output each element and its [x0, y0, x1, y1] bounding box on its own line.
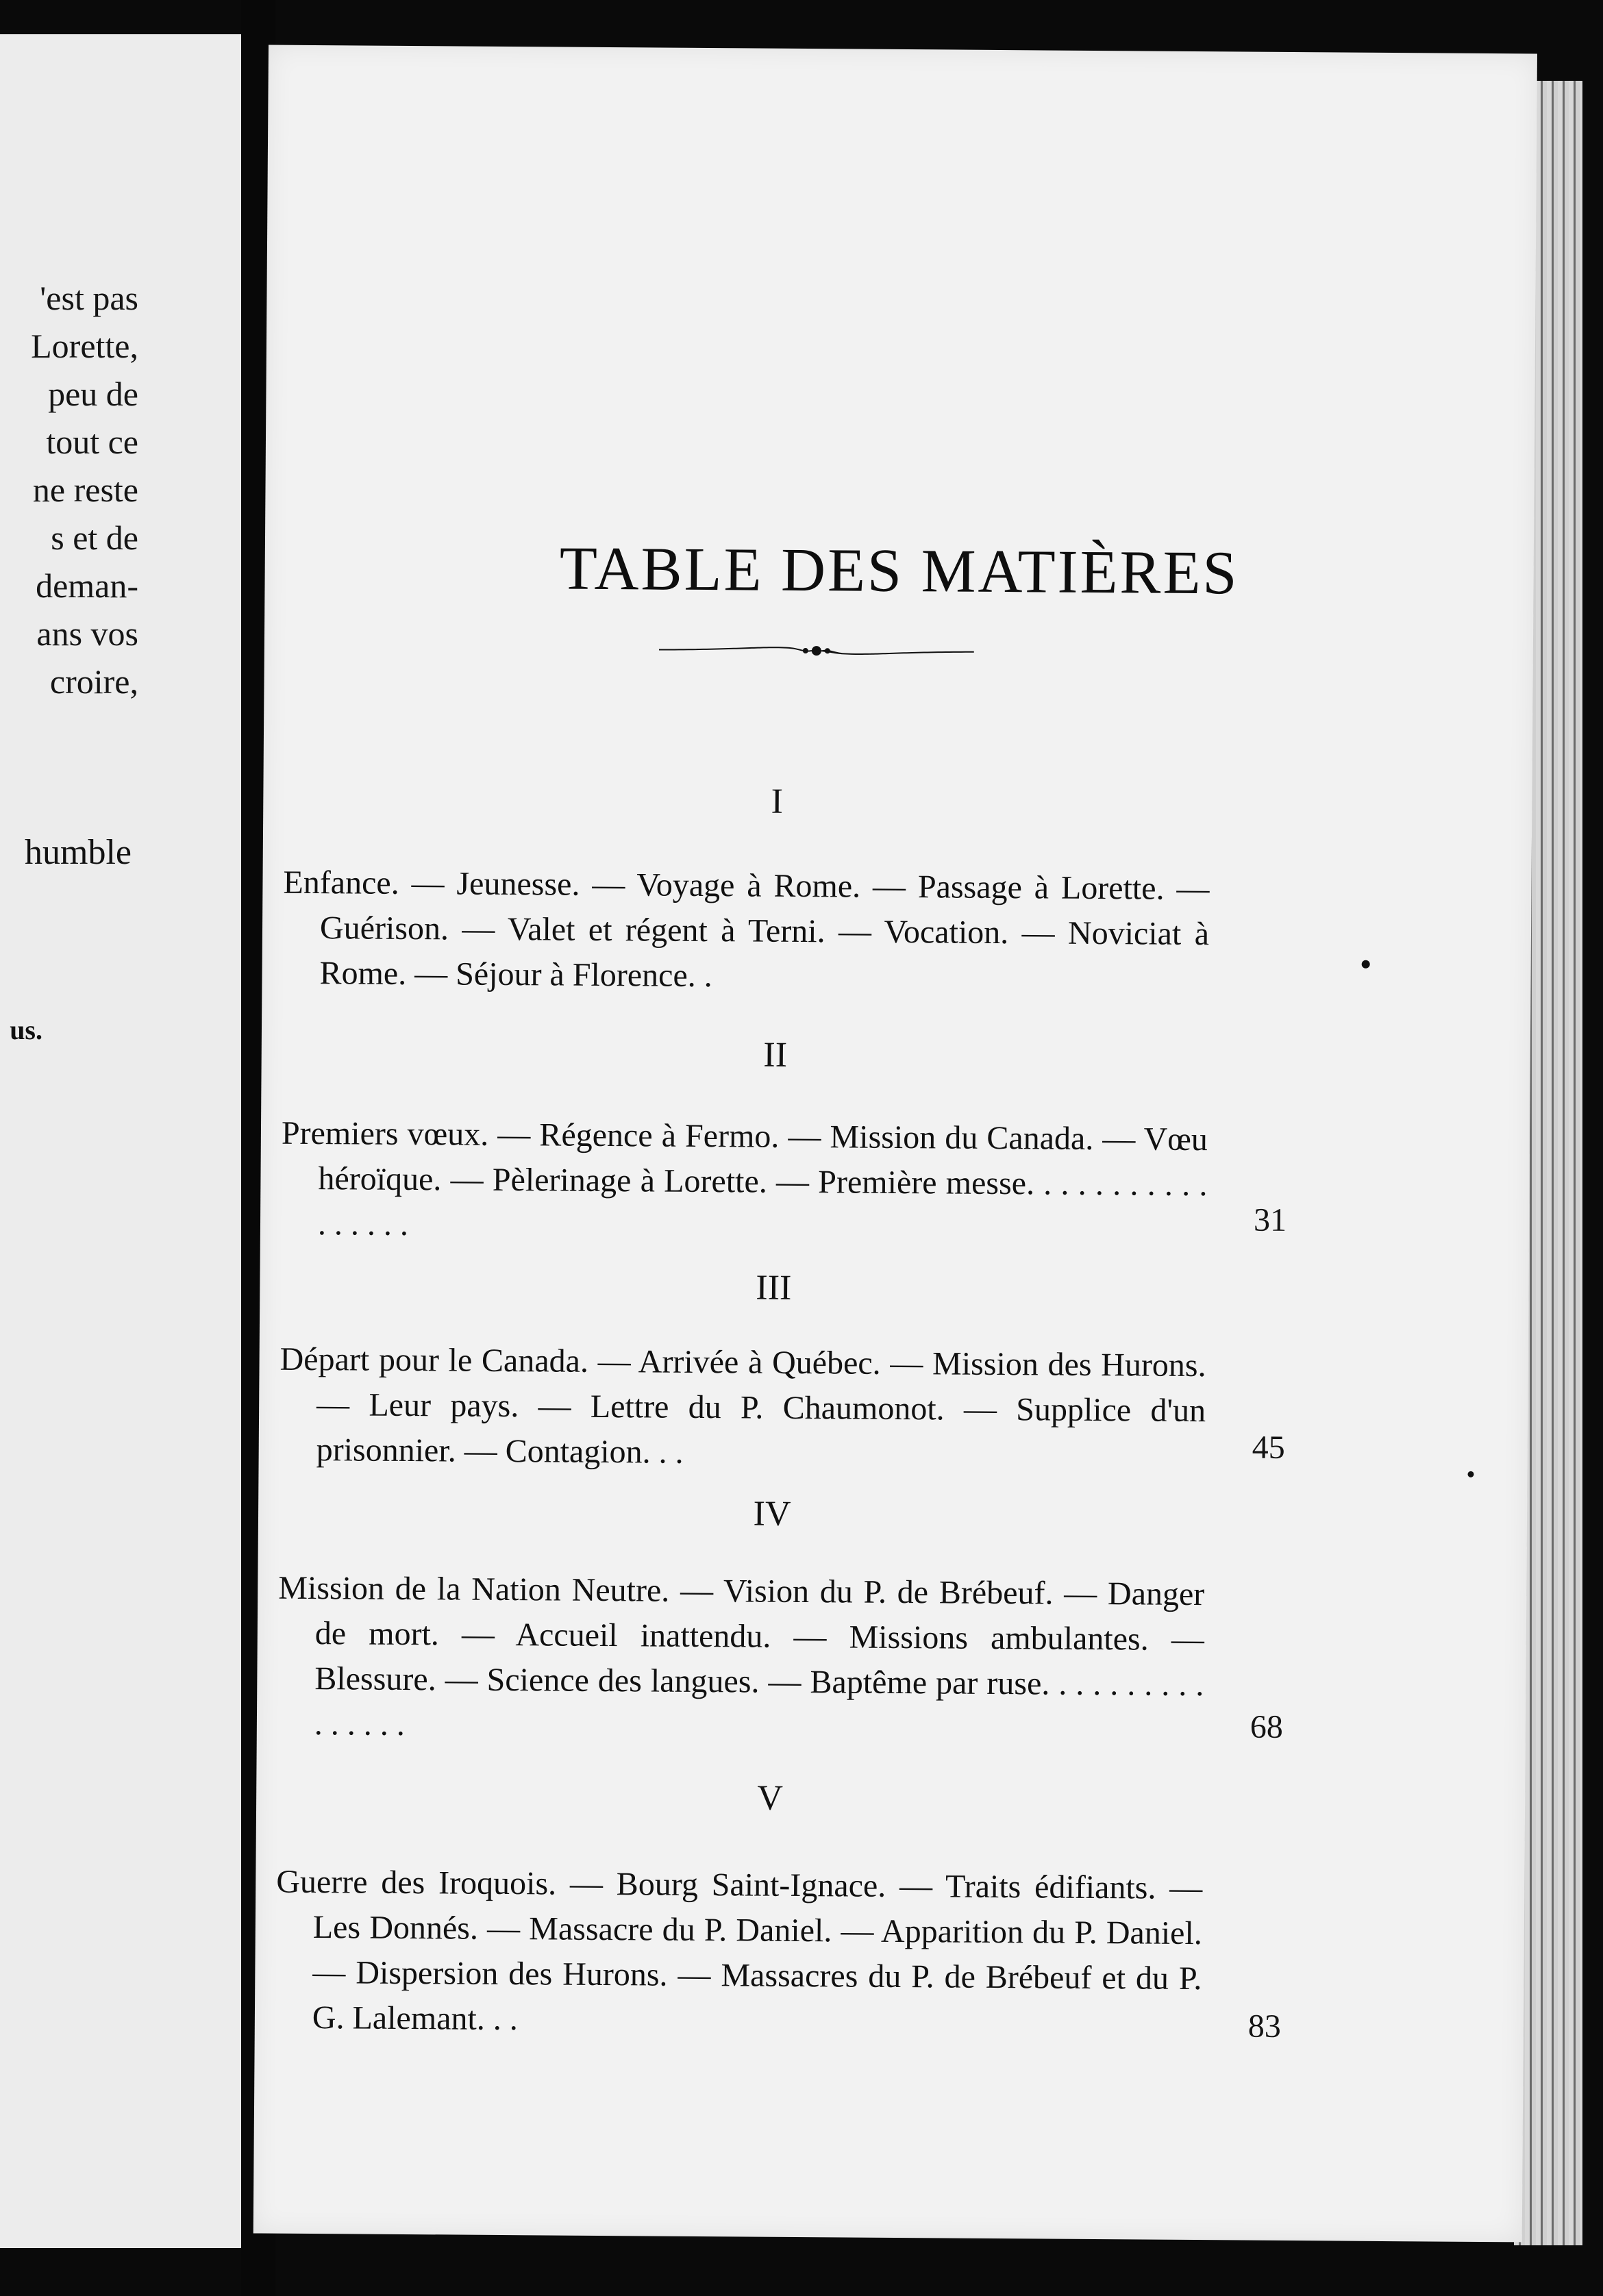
toc-entry-text: [282, 860, 1209, 1002]
toc-section-4: [257, 1483, 1287, 1753]
ink-speck: [1362, 960, 1370, 969]
previous-page-line: deman-: [36, 566, 138, 605]
section-numeral: V: [757, 1778, 784, 1818]
table-of-contents-page: [253, 45, 1537, 2243]
toc-page-number: 83: [1247, 2008, 1282, 2045]
toc-page-number: 31: [1253, 1201, 1287, 1238]
previous-page-line: peu de: [48, 375, 138, 413]
toc-section-3: [258, 1257, 1287, 1479]
previous-page-line: Lorette,: [31, 327, 138, 365]
toc-section-2: [260, 1025, 1289, 1253]
page-title: TABLE DES MATIÈRES: [559, 534, 1239, 608]
section-numeral: IV: [753, 1494, 791, 1534]
toc-page-number: 45: [1252, 1429, 1285, 1466]
previous-page-signature: us.: [10, 1014, 42, 1045]
toc-entry-description: Premiers vœux. — Régence à Fermo. — Mission du Canada. — Vœu héroïque. — Pèlerinage à Lorette. — Première messe. . . . . . . . . . . . . . . . .: [281, 1114, 1208, 1243]
previous-page-line: s et de: [51, 519, 138, 557]
previous-page: [0, 34, 241, 2248]
previous-page-closing: humble: [25, 833, 132, 872]
toc-section-5: [255, 1767, 1284, 2047]
toc-entry-text: [281, 1111, 1208, 1253]
section-numeral: I: [771, 782, 784, 821]
toc-entry-description: Guerre des Iroquois. — Bourg Saint-Ignace. — Traits édifiants. — Les Donnés. — Massacre du P. Daniel. — Apparition du P. Daniel. — Dispersion des Hurons. — Massacres du P. de Brébeuf et du P. G. Lalemant. . .: [276, 1863, 1203, 2038]
ink-speck: [1467, 1471, 1474, 1477]
toc-entry-description: Enfance. — Jeunesse. — Voyage à Rome. — Passage à Lorette. — Guérison. — Valet et régent à Terni. — Vocation. — Noviciat à Rome. — Séjour à Florence. .: [283, 864, 1210, 995]
previous-page-line: croire,: [49, 662, 138, 701]
previous-page-line: ans vos: [36, 614, 138, 653]
toc-entry-text: [275, 1860, 1203, 2047]
title-ornament: [659, 637, 974, 664]
previous-page-line: tout ce: [46, 423, 138, 461]
toc-entry-description: Départ pour le Canada. — Arrivée à Québec. — Mission des Hurons. — Leur pays. — Lettre du P. Chaumonot. — Supplice d'un prisonnier. — Contagion. . .: [279, 1340, 1206, 1471]
previous-page-line: 'est pas: [40, 279, 138, 317]
toc-entry-description: Mission de la Nation Neutre. — Vision du P. de Brébeuf. — Danger de mort. — Accueil inattendu. — Missions ambulantes. — Blessure. — Science des langues. — Baptême par ruse. . . . . . . . . . . . . . . .: [278, 1569, 1205, 1743]
section-numeral: II: [763, 1035, 788, 1075]
previous-page-text: [31, 274, 138, 706]
previous-page-line: ne reste: [32, 471, 138, 509]
toc-page-number: 68: [1250, 1708, 1284, 1745]
section-numeral: III: [756, 1268, 792, 1308]
toc-entry-text: [279, 1337, 1206, 1479]
toc-section-1: [262, 771, 1291, 1003]
toc-entry-text: [277, 1566, 1205, 1753]
